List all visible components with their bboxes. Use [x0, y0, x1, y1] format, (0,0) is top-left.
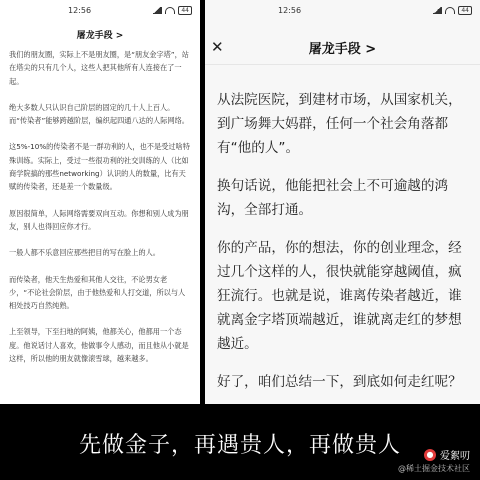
divider: [205, 64, 480, 65]
paragraph: 从法院医院，到建材市场，从国家机关，到广场舞大妈群，任何一个社会角落都有“他的人”。: [217, 92, 462, 156]
close-icon[interactable]: ✕: [211, 38, 224, 56]
paragraph: 换句话说，他能把社会上不可逾越的鸿沟，全部打通。: [217, 178, 449, 218]
paragraph: 我们的朋友圈，实际上不是朋友圈，是“朋友金字塔”，站在塔尖的只有几个人，这些人把其他所有人连接在了一起。: [9, 50, 189, 86]
paragraph: 上至领导，下至扫地的阿姨，他都关心，他都用一个态度。他说话讨人喜欢，他做事令人感动，而且他从小就是这样，所以他的朋友就像滚雪球，越来越多。: [9, 327, 189, 364]
paragraph: 好了，咱们总结一下，到底如何走红呢？: [217, 374, 462, 390]
article-body: [0, 48, 200, 378]
brand-name: 爱絮叨: [440, 451, 470, 462]
nav-bar: [0, 20, 200, 48]
account-title[interactable]: 屠龙手段 >: [308, 42, 377, 57]
nav-bar: [205, 24, 480, 57]
wifi-icon: [165, 7, 175, 14]
video-caption: 先做金子，再遇贵人，再做贵人: [78, 433, 401, 458]
paragraph: 而传染者，他天生热爱和其他人交往，不论男女老少，“不论社会阶层，由于他热爱和人打交道，所以与人相处技巧自然纯熟。: [9, 274, 186, 311]
status-bar: [0, 0, 200, 22]
brand-watermark: [424, 447, 470, 462]
brand-logo-icon: ●: [424, 449, 436, 461]
status-icons: [153, 6, 192, 15]
account-title[interactable]: 屠龙手段 >: [76, 31, 124, 41]
right-phone-screenshot: [205, 0, 480, 404]
paragraph: 这5%-10%的传染者不是一群功利的人，也不是受过啥特殊训练。实际上，受过一些很功利的社交训练的人（比如商学院搞的那些networking）认识的人的数量，比有天赋的传染者，还是差一个数量级。: [9, 142, 190, 192]
paragraph: 你的产品，你的想法，你的创业理念，经过几个这样的人，很快就能穿越阈值，疯狂流行。也就是说，谁离传染者越近，谁就离金字塔顶端越近，谁就离走红的梦想越近。: [217, 240, 462, 352]
signal-icon: [433, 7, 442, 14]
status-bar: [205, 0, 480, 22]
battery-icon: 44: [178, 6, 192, 15]
paragraph: 原因很简单，人际网络需要双向互动。你想和别人成为朋友，别人也得回应你才行。: [9, 208, 189, 231]
wifi-icon: [445, 7, 455, 14]
paragraph: 一般人都不乐意回应那些把目的写在脸上的人。: [9, 248, 160, 258]
status-icons: [433, 6, 472, 15]
paragraph: 绝大多数人只认识自己阶层的固定的几十人上百人。而“传染者”能够跨越阶层，编织起四通八达的人际网络。: [9, 102, 189, 126]
article-body: [205, 88, 480, 404]
community-watermark: @稀土掘金技术社区: [398, 464, 470, 473]
battery-icon: 44: [458, 6, 472, 15]
left-phone-screenshot: [0, 0, 200, 404]
status-time: 12:56: [278, 6, 302, 15]
signal-icon: [153, 7, 162, 14]
status-time: 12:56: [68, 6, 92, 15]
